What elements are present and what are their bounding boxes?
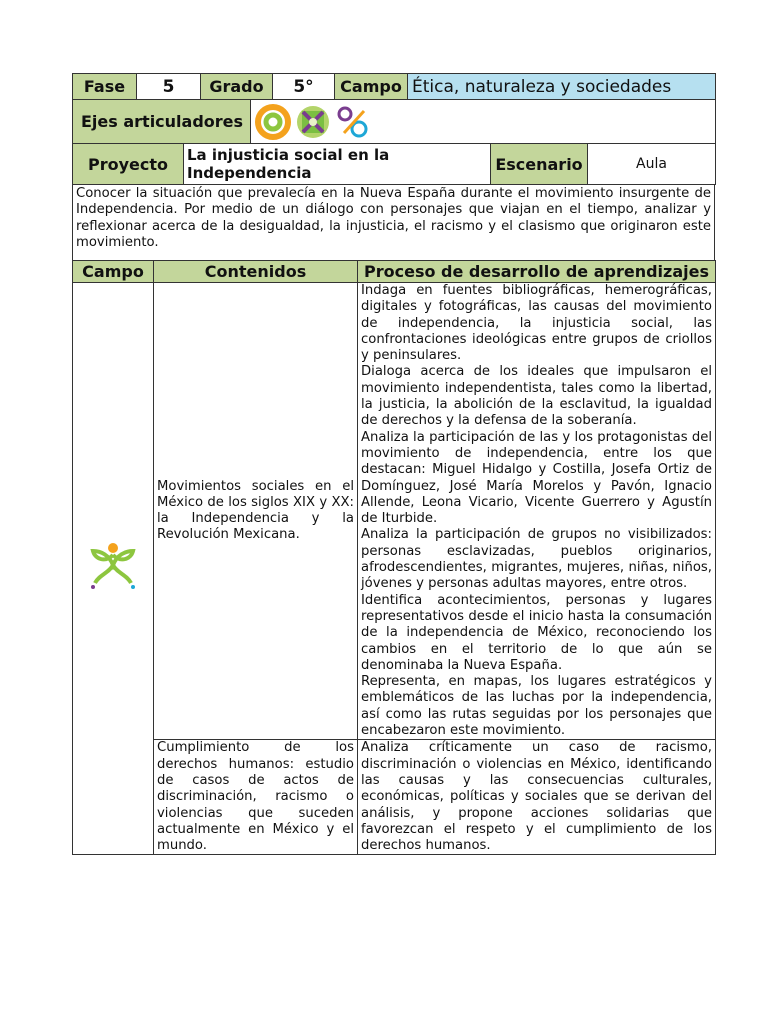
proceso-2-item: Analiza críticamente un caso de racismo, discriminación o violencias en México, identificando las causas y las consecuencias culturales, económicas, políticas y sociales que se derivan del análisis, y propone acciones solidarias que favorezcan el respeto y el cumplimiento de los derechos humanos. xyxy=(361,740,712,854)
proceso-1-item: Representa, en mapas, los lugares estratégicos y emblemáticos de las luchas por la independencia, así como las rutas seguidas por los personajes que encabezaron este movimiento. xyxy=(361,674,712,739)
escenario-label: Escenario xyxy=(491,144,588,185)
col-campo: Campo xyxy=(73,261,154,283)
grado-label: Grado xyxy=(201,74,273,100)
ejes-icons xyxy=(254,103,712,141)
column-header-row xyxy=(73,261,716,283)
ejes-icons-cell xyxy=(251,100,716,144)
proceso-1-item: Identifica acontecimientos, personas y lugares representativos desde el inicio hasta la consumación de la independencia de México, reconociendo los cambios en el territorio de lo que aún se denominaba la Nueva España. xyxy=(361,592,712,673)
contenido-2: Cumplimiento de los derechos humanos: estudio de casos de actos de discriminación, racismo o violencias que suceden actualmente en México y el mundo. xyxy=(154,740,358,855)
campo-icon-cell xyxy=(73,283,154,855)
interculturalidad-icon xyxy=(254,103,292,141)
plant-sprout-icon xyxy=(87,541,139,593)
proceso-1-item: Analiza la participación de grupos no visibilizados: personas esclavizadas, pueblos originarios, afrodescendientes, migrantes, mujeres, niñas, niños, jóvenes y personas adultas mayores, entre otros. xyxy=(361,527,712,592)
content-table xyxy=(72,260,716,855)
col-contenidos: Contenidos xyxy=(154,261,358,283)
grado-value: 5° xyxy=(273,74,335,100)
proceso-1-item: Dialoga acerca de los ideales que impulsaron el movimiento independentista, tales como la libertad, la justicia, la abolición de la esclavitud, la igualdad de derechos y la defensa de la soberanía. xyxy=(361,364,712,429)
header-table xyxy=(72,73,716,100)
proceso-1 xyxy=(358,283,716,740)
escenario-value: Aula xyxy=(588,144,716,185)
fase-label: Fase xyxy=(73,74,137,100)
contenido-1: Movimientos sociales en el México de los siglos XIX y XX: la Independencia y la Revolución Mexicana. xyxy=(154,283,358,740)
table-row xyxy=(73,283,716,740)
proceso-1-item: Indaga en fuentes bibliográficas, hemerográficas, digitales y fotográficas, las causas del movimiento de independencia, la injusticia social, las confrontaciones ideológicas entre grupos de criollos y peninsulares. xyxy=(361,283,712,364)
campo-label: Campo xyxy=(335,74,408,100)
col-proceso: Proceso de desarrollo de aprendizajes xyxy=(358,261,716,283)
proyecto-value: La injusticia social en la Independencia xyxy=(184,144,491,185)
fase-value: 5 xyxy=(137,74,201,100)
project-description: Conocer la situación que prevalecía en la Nueva España durante el movimiento insurgente de Independencia. Por medio de un diálogo con personajes que viajan en el tiempo, analizar y reflexionar acerca de la desigualdad, la injusticia, el racismo y el clasismo que originaron este movimiento. xyxy=(73,185,715,261)
proyecto-table xyxy=(72,143,716,185)
description-table xyxy=(72,184,715,261)
proceso-2 xyxy=(358,740,716,855)
proceso-1-item: Analiza la participación de las y los protagonistas del movimiento de independencia, entre los que destacan: Miguel Hidalgo y Costilla, Josefa Ortiz de Domínguez, José María Morelos y Pavón, Ignacio Allende, Leona Vicario, Vicente Guerrero y Agustín de Iturbide. xyxy=(361,429,712,527)
ejes-label: Ejes articuladores xyxy=(73,100,251,144)
campo-value: Ética, naturaleza y sociedades xyxy=(408,74,716,100)
inclusion-icon xyxy=(294,103,332,141)
proyecto-label: Proyecto xyxy=(73,144,184,185)
table-row xyxy=(73,740,716,855)
planning-document xyxy=(72,73,715,855)
ejes-table xyxy=(72,99,716,144)
igualdad-genero-icon xyxy=(334,103,372,141)
